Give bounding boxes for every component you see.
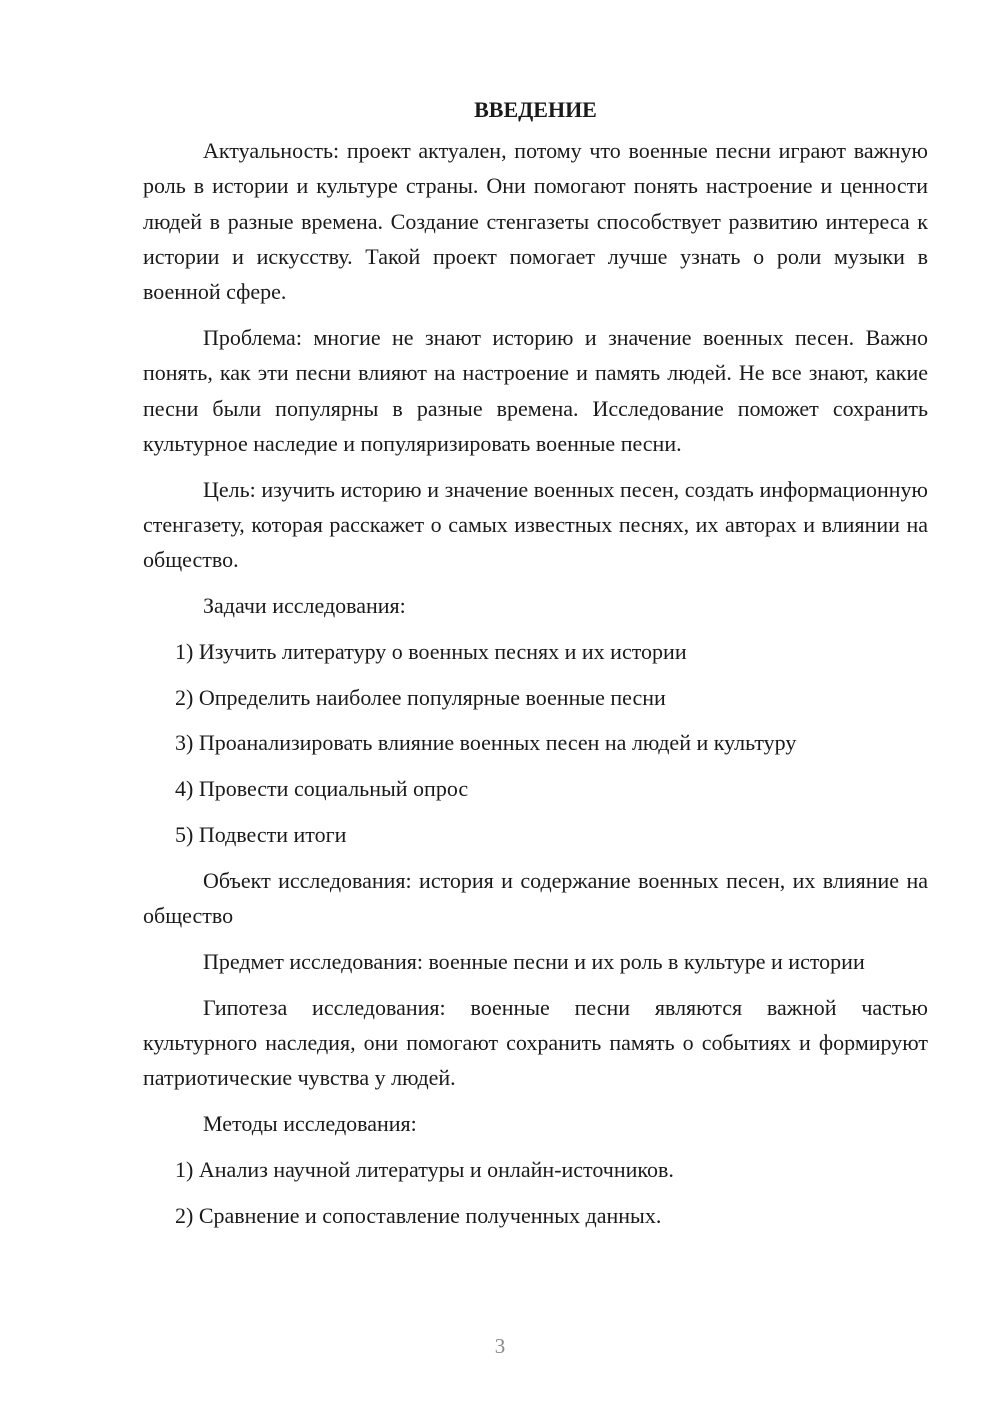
relevance-paragraph: Актуальность: проект актуален, потому что военные песни играют важную роль в истории и культуре страны. Они помогают понять настроение и ценности людей в разные времена. Создание стенгазеты способствует развитию интереса к истории и искусству. Такой проект помогает лучше узнать о роли музыки в военной сфере. <box>143 138 928 305</box>
hypothesis-paragraph: Гипотеза исследования: военные песни являются важной частью культурного наследия, они помогают сохранить память о событиях и формируют патриотические чувства у людей. <box>143 994 928 1091</box>
goal-paragraph: Цель: изучить историю и значение военных песен, создать информационную стенгазету, которая расскажет о самых известных песнях, их авторах и влиянии на общество. <box>143 476 928 573</box>
task-item: 2) Определить наиболее популярные военные песни <box>175 684 666 710</box>
tasks-heading: Задачи исследования: <box>203 593 406 619</box>
methods-heading: Методы исследования: <box>203 1111 417 1137</box>
task-item: 1) Изучить литературу о военных песнях и их истории <box>175 638 687 664</box>
subject-paragraph: Предмет исследования: военные песни и их роль в культуре и истории <box>203 948 865 974</box>
task-item: 5) Подвести итоги <box>175 822 347 848</box>
problem-paragraph: Проблема: многие не знают историю и значение военных песен. Важно понять, как эти песни влияют на настроение и память людей. Не все знают, какие песни были популярны в разные времена. Исследование поможет сохранить культурное наследие и популяризировать военные песни. <box>143 324 928 456</box>
task-item: 4) Провести социальный опрос <box>175 776 469 802</box>
object-paragraph: Объект исследования: история и содержание военных песен, их влияние на общество <box>143 867 928 929</box>
method-item: 1) Анализ научной литературы и онлайн-источников. <box>175 1156 674 1182</box>
method-item: 2) Сравнение и сопоставление полученных данных. <box>175 1202 662 1228</box>
section-title: ВВЕДЕНИЕ <box>474 97 597 122</box>
document-page <box>143 92 928 1244</box>
task-item: 3) Проанализировать влияние военных песен на людей и культуру <box>175 730 797 756</box>
page-number: 3 <box>494 1334 506 1358</box>
